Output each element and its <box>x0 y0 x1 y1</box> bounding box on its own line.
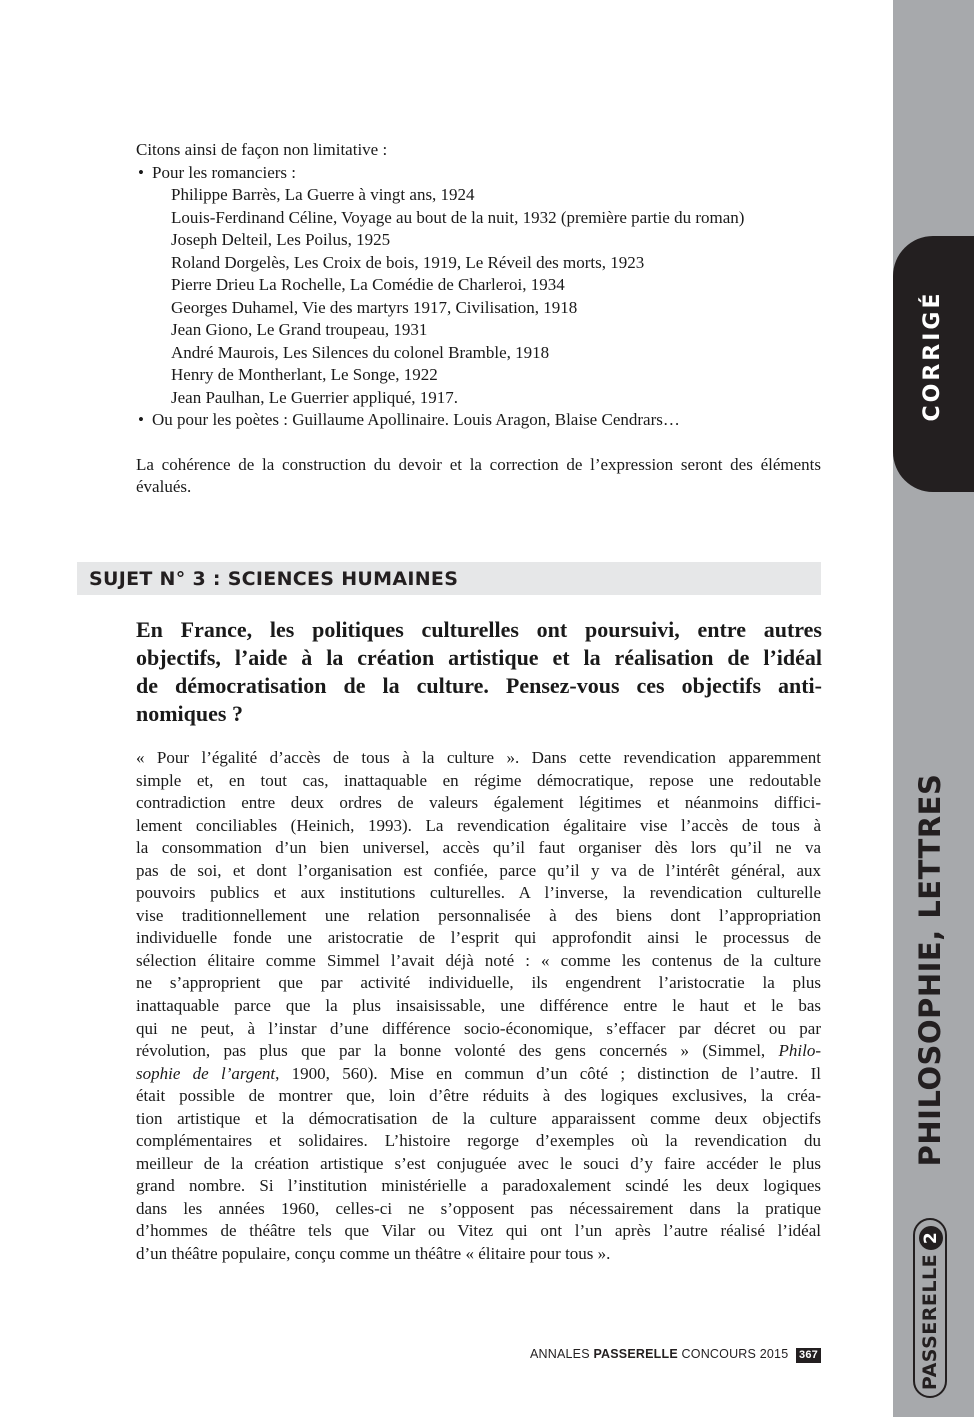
book-title: sophie de l’argent <box>136 1063 276 1083</box>
sujet-title: SUJET N° 3 : SCIENCES HUMAINES <box>89 568 459 590</box>
footer-suffix: CONCOURS 2015 <box>681 1347 789 1361</box>
novelist-entry: Jean Paulhan, Le Guerrier appliqué, 1917. <box>171 387 459 407</box>
footer-brand: PASSERELLE <box>593 1347 678 1361</box>
body-line: inattaquable parce que la plus insaisissable, une différence entre le haut et le bas <box>136 996 821 1016</box>
novelist-entry: Georges Duhamel, Vie des martyrs 1917, Civilisation, 1918 <box>171 297 578 317</box>
novelist-entry: Roland Dorgelès, Les Croix de bois, 1919, Le Réveil des morts, 1923 <box>171 252 645 272</box>
body-line: individuelle fonde une aristocratie de l’esprit qui approfondit ainsi le processus de <box>136 928 821 948</box>
sidebar <box>893 0 974 1417</box>
sujet-header-bar <box>77 562 821 595</box>
novelist-entry: Joseph Delteil, Les Poilus, 1925 <box>171 230 391 249</box>
body-line: d’un théâtre populaire, conçu comme un théâtre « élitaire pour tous ». <box>136 1244 611 1264</box>
body-line: sélection élitaire comme Simmel l’avait déjà noté : « comme les contenus de la culture <box>136 950 821 970</box>
poets-line: • Ou pour les poètes : Guillaume Apollinaire. Louis Aragon, Blaise Cendrars… <box>138 410 680 429</box>
body-line: était possible de montrer que, loin d’être réduits à des logiques exclusives, la créa- <box>136 1086 821 1106</box>
corrige-tab-label: CORRIGÉ <box>920 290 945 422</box>
brand-name: PASSERELLE <box>919 1253 941 1391</box>
body-line: « Pour l’égalité d’accès de tous à la culture ». Dans cette revendication apparemment <box>136 748 821 767</box>
body-line: sophie de l’argent, 1900, 560). Mise en commun d’un côté ; distinction de l’autre. Il <box>136 1063 821 1083</box>
body-line: grand nombre. Si l’institution ministérielle a paradoxalement scindé les deux logiques <box>136 1176 821 1196</box>
body-line: tion artistique et la démocratisation de la culture apparaissent comme deux objectifs <box>136 1108 821 1128</box>
intro-section <box>136 139 826 499</box>
body-line: d’hommes de théâtre tels que Vilar ou Vitez qui ont l’un après l’autre réalisé l’idéal <box>136 1221 821 1241</box>
question-line: objectifs, l’aide à la création artistique et la réalisation de l’idéal <box>136 645 822 670</box>
answer-body <box>136 747 821 1266</box>
brand-number: 2 <box>919 1226 943 1250</box>
body-line: lement conciliables (Heinich, 1993). La revendication égalitaire vise l’accès de tous à <box>136 815 821 835</box>
passerelle-logo <box>913 1218 947 1398</box>
novelist-entry: Philippe Barrès, La Guerre à vingt ans, 1924 <box>171 185 475 204</box>
body-line: dans les années 1960, celles-ci ne s’opposent pas nécessairement dans la pratique <box>136 1198 821 1218</box>
novelist-entry: Louis-Ferdinand Céline, Voyage au bout de la nuit, 1932 (première partie du roman) <box>171 207 745 227</box>
body-line: complémentaires et solidaires. L’histoire regorge d’exemples où la revendication du <box>136 1131 821 1151</box>
body-line: qui ne peut, à l’instar d’une différence socio-économique, s’effacer par décret ou par <box>136 1018 821 1038</box>
section-label: PHILOSOPHIE, LETTRES <box>913 773 947 1167</box>
question-line: En France, les politiques culturelles ont poursuivi, entre autres <box>136 617 822 642</box>
body-line: contradiction entre deux ordres de valeurs également légitimes et néanmoins diffici- <box>136 793 821 813</box>
book-title: Philo- <box>778 1041 821 1061</box>
body-line: la consommation d’un bien universel, accès qu’il faut organiser dès lors qu’il ne va <box>136 838 821 858</box>
body-line: pouvoirs publics et aux institutions culturelles. A l’inverse, la revendication culturelle <box>136 883 821 903</box>
body-line: révolution, pas plus que par la bonne volonté des gens concernés » (Simmel, Philo- <box>136 1041 821 1061</box>
novelist-entry: Henry de Montherlant, Le Songe, 1922 <box>171 365 438 384</box>
body-line: ne s’approprient que par activité individuelle, ils engendrent l’aristocratie la plus <box>136 973 821 993</box>
question-line: nomiques ? <box>136 701 243 726</box>
novelist-entry: André Maurois, Les Silences du colonel Bramble, 1918 <box>171 342 550 362</box>
page-number: 367 <box>796 1348 821 1363</box>
question-line: de démocratisation de la culture. Pensez-vous ces objectifs anti- <box>136 673 822 698</box>
novelist-entry: Pierre Drieu La Rochelle, La Comédie de Charleroi, 1934 <box>171 275 565 294</box>
page-footer <box>530 1347 821 1363</box>
intro-conclusion: La cohérence de la construction du devoir et la correction de l’expression seront des éléments évalués. <box>136 454 821 496</box>
novelist-entry: Jean Giono, Le Grand troupeau, 1931 <box>171 320 428 339</box>
body-line: pas de soi, et dont l’organisation est confiée, parce qu’il y va de l’intérêt général, aux <box>136 860 821 880</box>
body-line: vise traditionnellement une relation personnalisée à des biens dont l’appropriation <box>136 905 821 925</box>
body-line: meilleur de la création artistique s’est conjuguée avec le souci d’y faire accéder le plus <box>136 1153 821 1173</box>
intro-lead: Citons ainsi de façon non limitative : <box>136 140 388 159</box>
body-line: simple et, en tout cas, inattaquable en régime démocratique, repose une redoutable <box>136 770 821 790</box>
footer-prefix: ANNALES <box>529 1347 590 1361</box>
novelists-heading: • Pour les romanciers : <box>138 162 296 182</box>
sujet-question <box>136 616 822 728</box>
